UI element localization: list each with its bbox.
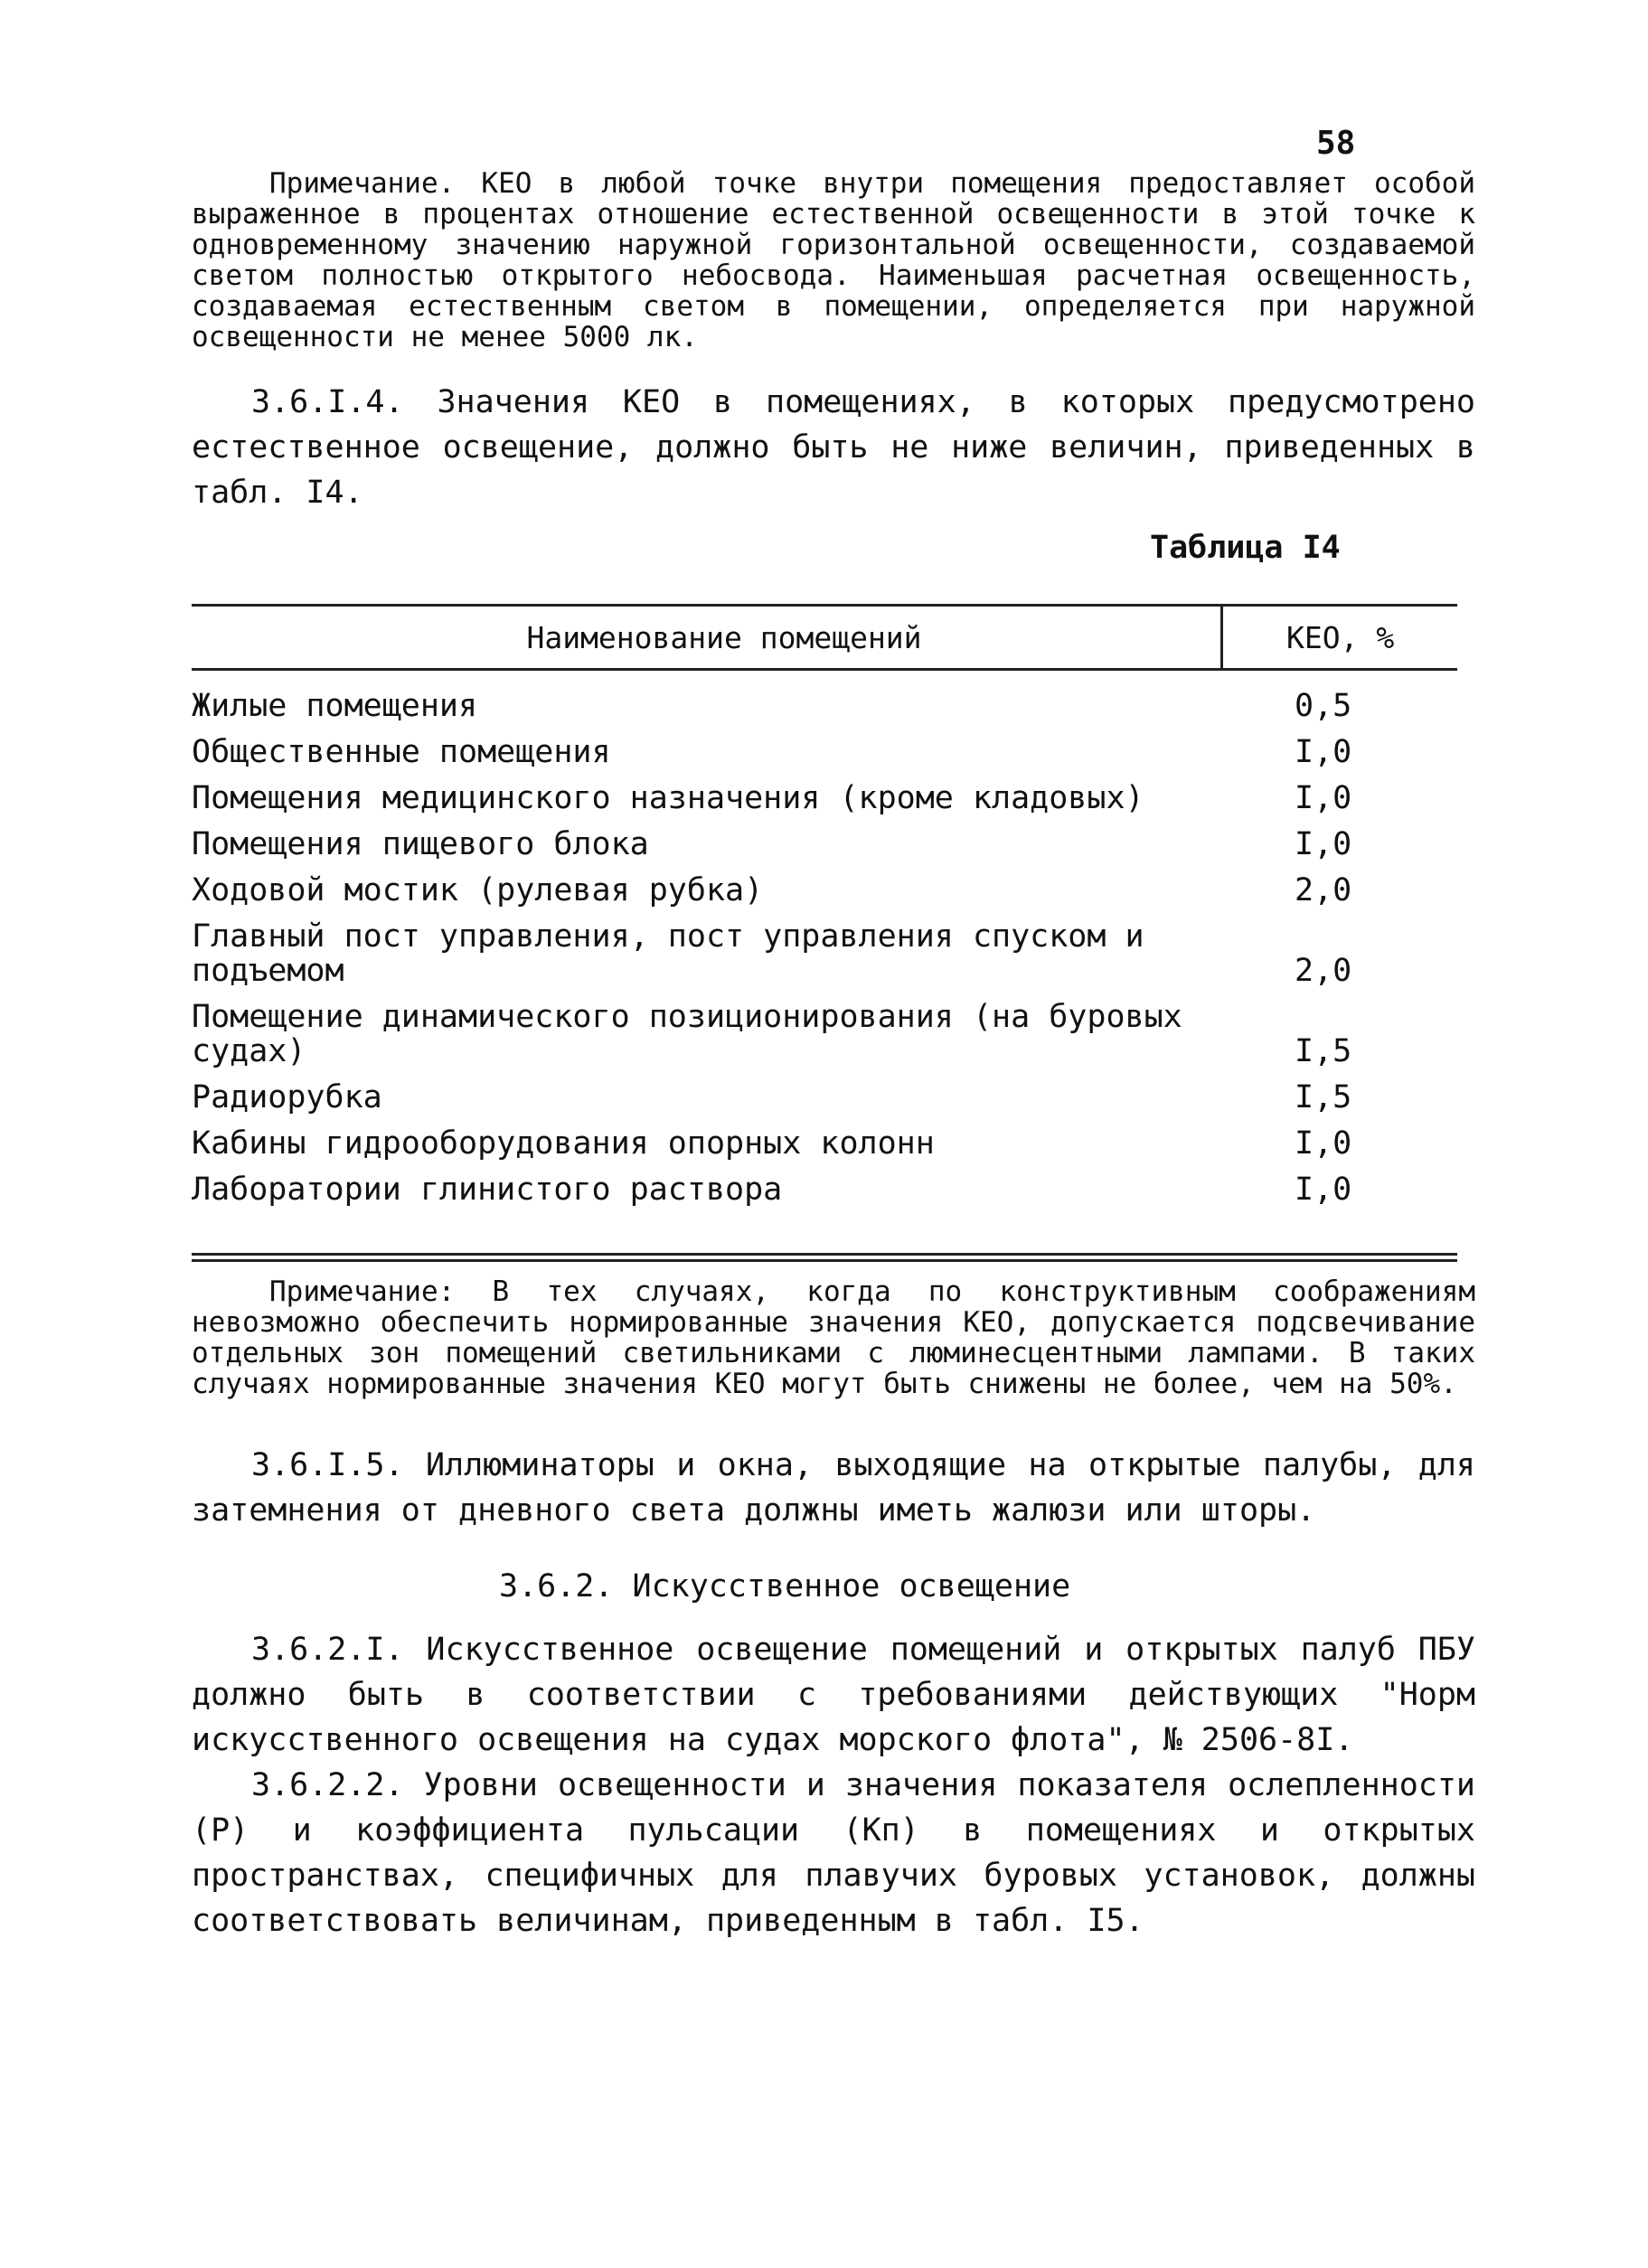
note-bottom: Примечание: В тех случаях, когда по конструктивным соображениям невозможно обеспечить нормированные значения КЕО, допускается подсвечивание отдельных зон помещений светильниками с люминесцентными лампами. В таких случаях нормированные значения КЕО могут быть снижены не более, чем на 50%. [192,1275,1475,1400]
section-heading-3-6-2: 3.6.2. Искусственное освещение [499,1568,1071,1605]
table-row [192,1126,1457,1161]
row-name: Лаборатории глинистого раствора [192,1172,783,1208]
row-value: I,5 [1295,1079,1352,1115]
row-value: I,0 [1295,734,1352,770]
row-value: I,5 [1295,1033,1352,1069]
table-body [192,671,1457,1253]
row-value: 2,0 [1295,872,1352,908]
row-name: Помещение динамического позиционирования (на буровых судах) [192,999,1182,1069]
table-row [192,781,1457,815]
row-name: Кабины гидрооборудования опорных колонн [192,1125,935,1162]
table-14 [192,604,1457,1262]
row-value: I,0 [1295,826,1352,862]
table-row [192,735,1457,769]
row-name: Ходовой мостик (рулевая рубка) [192,872,764,908]
page-number: 58 [1316,125,1356,162]
header-keo: КЕО, % [1220,607,1457,668]
row-name: Радиорубка [192,1079,382,1115]
table-bottom-rule-2 [192,1259,1457,1262]
row-value: 0,5 [1295,688,1352,724]
row-name: Помещения медицинского назначения (кроме кладовых) [192,780,1144,816]
row-name: Главный пост управления, пост управления спуском и подъемом [192,918,1144,989]
table-row [192,873,1457,908]
table-row [192,1172,1457,1207]
table-row [192,919,1457,988]
table-row [192,827,1457,861]
table-row [192,1080,1457,1115]
row-name: Жилые помещения [192,688,478,724]
row-name: Общественные помещения [192,734,611,770]
paragraph-3-6-2-1: 3.6.2.I. Искусственное освещение помещений и открытых палуб ПБУ должно быть в соответствии с требованиями действующих "Норм искусственного освещения на судах морского флота", № 2506-8I. [192,1632,1475,1758]
paragraph-3-6-2-2: 3.6.2.2. Уровни освещенности и значения показателя ослепленности (Р) и коэффициента пульсации (Кп) в помещениях и открытых пространствах, специфичных для плавучих буровых установок, должны соответствовать величинам, приведенным в табл. I5. [192,1767,1475,1939]
row-value: I,0 [1295,1172,1352,1208]
paragraph-3-6-1-4: 3.6.I.4. Значения КЕО в помещениях, в которых предусмотрено естественное освещение, должно быть не ниже величин, приведенных в табл. I4. [192,384,1475,511]
paragraph-3-6-1-5: 3.6.I.5. Иллюминаторы и окна, выходящие на открытые палубы, для затемнения от дневного света должны иметь жалюзи или шторы. [192,1447,1475,1529]
table-row [192,689,1457,723]
row-value: I,0 [1295,1125,1352,1162]
note-top: Примечание. КЕО в любой точке внутри помещения предоставляет особой выраженное в процентах отношение естественной освещенности в этой точке к одновременному значению наружной горизонтальной освещенности, создаваемой светом полностью открытого небосвода. Наименьшая расчетная освещенность, создаваемая естественным светом в помещении, определяется при наружной освещенности не менее 5000 лк. [192,167,1475,353]
row-name: Помещения пищевого блока [192,826,649,862]
table-caption: Таблица I4 [1150,530,1341,566]
row-value: I,0 [1295,780,1352,816]
table-header [192,607,1457,668]
header-room-name: Наименование помещений [526,619,922,655]
table-bottom-rule [192,1253,1457,1256]
row-value: 2,0 [1295,953,1352,989]
table-row [192,1000,1457,1068]
